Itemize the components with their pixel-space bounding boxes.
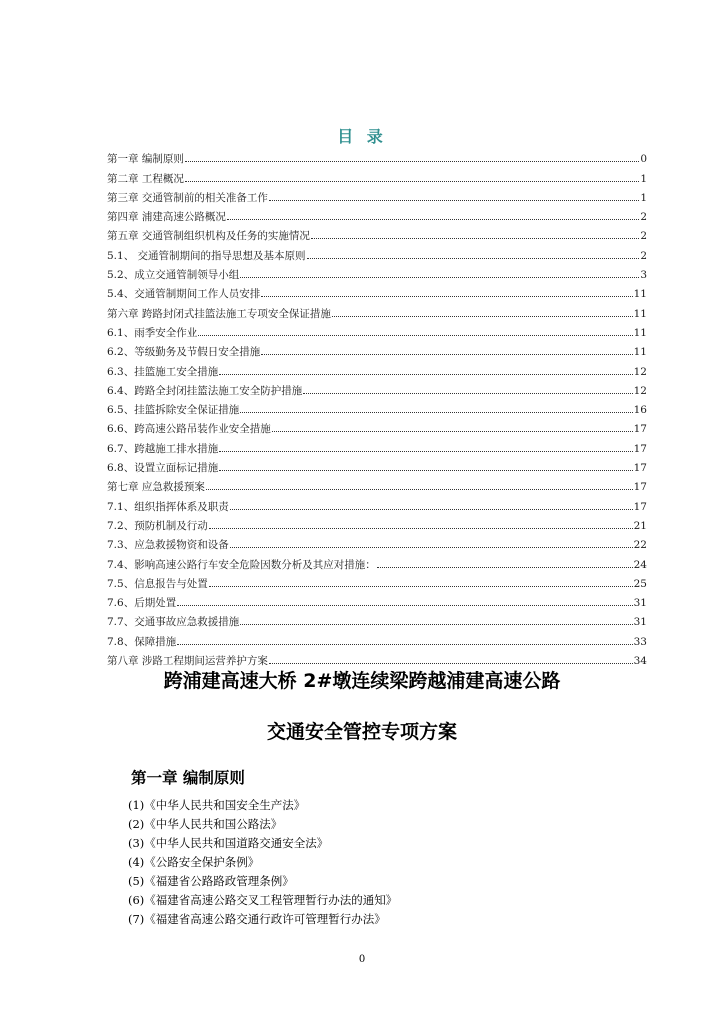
- toc-leader-dots: [185, 161, 639, 162]
- toc-entry-label: 7.7、交通事故应急救援措施: [107, 616, 240, 629]
- toc-entry-label: 第五章 交通管制组织机构及任务的实施情况: [107, 230, 310, 243]
- toc-leader-dots: [219, 374, 632, 375]
- toc-leader-dots: [307, 258, 640, 259]
- toc-entry[interactable]: [107, 532, 647, 551]
- toc-entry-label: 第六章 跨路封闭式挂篮法施工专项安全保证措施: [107, 307, 331, 320]
- toc-entry-label: 6.2、等级勤务及节假日安全措施: [107, 346, 261, 359]
- law-item: (7)《福建省高速公路交通行政许可管理暂行办法》: [128, 912, 386, 926]
- toc-leader-dots: [240, 277, 639, 278]
- toc-entry-label: 7.5、信息报告与处置: [107, 577, 208, 590]
- toc-leader-dots: [219, 470, 632, 471]
- toc-leader-dots: [177, 605, 632, 606]
- toc-leader-dots: [185, 181, 639, 182]
- chapter-heading: 第一章 编制原则: [131, 769, 245, 787]
- toc-entry[interactable]: [107, 571, 647, 590]
- toc-leader-dots: [230, 509, 633, 510]
- toc-entry[interactable]: [107, 609, 647, 628]
- toc-entry-label: 5.1、 交通管制期间的指导思想及基本原则: [107, 249, 306, 262]
- toc-entry[interactable]: [107, 204, 647, 223]
- toc-entry[interactable]: [107, 416, 647, 435]
- toc-entry[interactable]: [107, 165, 647, 184]
- toc-entry-label: 第七章 应急救援预案: [107, 481, 205, 494]
- toc-leader-dots: [332, 316, 633, 317]
- toc-entry[interactable]: [107, 590, 647, 609]
- toc-entry-page: 21: [633, 519, 647, 532]
- toc-leader-dots: [219, 451, 632, 452]
- toc-entry[interactable]: [107, 281, 647, 300]
- toc-entry-page: 2: [640, 230, 647, 243]
- toc-entry-page: 31: [633, 597, 647, 610]
- toc-entry[interactable]: [107, 513, 647, 532]
- toc-entry-label: 6.8、设置立面标记措施: [107, 462, 219, 475]
- toc-entry-label: 7.1、组织指挥体系及职责: [107, 500, 229, 513]
- toc-entry-page: 16: [633, 404, 647, 417]
- toc-entry-label: 7.8、保障措施: [107, 635, 177, 648]
- toc-leader-dots: [206, 489, 633, 490]
- toc-leader-dots: [198, 335, 632, 336]
- toc-entry[interactable]: [107, 262, 647, 281]
- toc-leader-dots: [230, 547, 633, 548]
- toc-entry-label: 7.6、后期处置: [107, 597, 177, 610]
- toc-leader-dots: [377, 567, 633, 568]
- toc-entry-page: 17: [633, 423, 647, 436]
- law-item: (3)《中华人民共和国道路交通安全法》: [128, 836, 329, 850]
- toc-leader-dots: [272, 431, 633, 432]
- toc-leader-dots: [209, 586, 633, 587]
- toc-entry[interactable]: [107, 339, 647, 358]
- toc-entry-page: 12: [633, 384, 647, 397]
- toc-entry-page: 2: [640, 211, 647, 224]
- toc-entry-page: 17: [633, 500, 647, 513]
- toc-entry-label: 第二章 工程概况: [107, 172, 184, 185]
- toc-entry-page: 11: [633, 326, 647, 339]
- law-item: (1)《中华人民共和国安全生产法》: [128, 798, 306, 812]
- toc-entry-page: 17: [633, 442, 647, 455]
- toc-entry-page: 11: [633, 288, 647, 301]
- toc-entry[interactable]: [107, 435, 647, 454]
- toc-entry-label: 6.4、跨路全封闭挂篮法施工安全防护措施: [107, 384, 303, 397]
- toc-entry-label: 7.2、预防机制及行动: [107, 519, 208, 532]
- toc-entry[interactable]: [107, 300, 647, 319]
- toc-entry-page: 25: [633, 577, 647, 590]
- toc-entry-label: 6.6、跨高速公路吊装作业安全措施: [107, 423, 271, 436]
- toc-entry-label: 6.5、挂篮拆除安全保证措施: [107, 404, 240, 417]
- toc-entry[interactable]: [107, 320, 647, 339]
- document-title-line-1: 跨浦建高速大桥 2#墩连续梁跨越浦建高速公路: [163, 670, 561, 692]
- toc-entry[interactable]: [107, 378, 647, 397]
- table-of-contents: [107, 146, 647, 667]
- toc-entry-page: 24: [633, 558, 647, 571]
- toc-leader-dots: [261, 296, 632, 297]
- toc-entry-label: 第四章 浦建高速公路概况: [107, 211, 226, 224]
- toc-entry[interactable]: [107, 551, 647, 570]
- toc-entry[interactable]: [107, 358, 647, 377]
- toc-entry-page: 17: [633, 481, 647, 494]
- toc-entry[interactable]: [107, 648, 647, 667]
- toc-leader-dots: [261, 354, 632, 355]
- toc-leader-dots: [240, 624, 632, 625]
- toc-entry-page: 1: [640, 191, 647, 204]
- toc-entry[interactable]: [107, 223, 647, 242]
- toc-entry-label: 7.3、应急救援物资和设备: [107, 539, 229, 552]
- law-item: (6)《福建省高速公路交叉工程管理暂行办法的通知》: [128, 893, 398, 907]
- toc-entry-label: 5.2、成立交通管制领导小组: [107, 269, 240, 282]
- toc-entry-page: 2: [640, 249, 647, 262]
- law-list: [128, 796, 397, 929]
- toc-entry-page: 1: [640, 172, 647, 185]
- toc-entry-label: 第三章 交通管制前的相关准备工作: [107, 191, 268, 204]
- toc-leader-dots: [269, 663, 633, 664]
- toc-entry[interactable]: [107, 628, 647, 647]
- toc-entry-label: 6.3、挂篮施工安全措施: [107, 365, 219, 378]
- toc-title: 目 录: [337, 127, 387, 146]
- toc-entry-page: 33: [633, 635, 647, 648]
- toc-entry-label: 5.4、交通管制期间工作人员安排: [107, 288, 261, 301]
- toc-entry-page: 34: [633, 655, 647, 668]
- toc-entry-page: 11: [633, 346, 647, 359]
- toc-entry-page: 11: [633, 307, 647, 320]
- toc-entry-label: 第一章 编制原则: [107, 153, 184, 166]
- toc-leader-dots: [269, 200, 639, 201]
- toc-entry-label: 第八章 涉路工程期间运营养护方案: [107, 655, 268, 668]
- document-title-line-2: 交通安全管控专项方案: [266, 721, 457, 743]
- page-number: 0: [358, 954, 366, 965]
- toc-leader-dots: [303, 393, 632, 394]
- toc-leader-dots: [240, 412, 632, 413]
- toc-entry[interactable]: [107, 397, 647, 416]
- toc-entry-label: 6.7、跨越施工排水措施: [107, 442, 219, 455]
- toc-entry[interactable]: [107, 455, 647, 474]
- toc-entry-page: 17: [633, 462, 647, 475]
- toc-entry-label: 6.1、雨季安全作业: [107, 326, 198, 339]
- toc-entry[interactable]: [107, 493, 647, 512]
- toc-entry[interactable]: [107, 185, 647, 204]
- law-item: (2)《中华人民共和国公路法》: [128, 817, 283, 831]
- toc-entry-page: 0: [640, 153, 647, 166]
- toc-leader-dots: [311, 238, 639, 239]
- law-item: (4)《公路安全保护条例》: [128, 855, 260, 869]
- toc-entry-page: 22: [633, 539, 647, 552]
- toc-entry-label: 7.4、影响高速公路行车安全危险因数分析及其应对措施：: [107, 558, 376, 571]
- toc-entry[interactable]: [107, 242, 647, 261]
- toc-leader-dots: [177, 644, 632, 645]
- toc-entry[interactable]: [107, 146, 647, 165]
- toc-entry-page: 3: [640, 269, 647, 282]
- toc-entry[interactable]: [107, 474, 647, 493]
- toc-leader-dots: [227, 219, 639, 220]
- toc-leader-dots: [209, 528, 633, 529]
- toc-entry-page: 12: [633, 365, 647, 378]
- toc-entry-page: 31: [633, 616, 647, 629]
- law-item: (5)《福建省公路路政管理条例》: [128, 874, 294, 888]
